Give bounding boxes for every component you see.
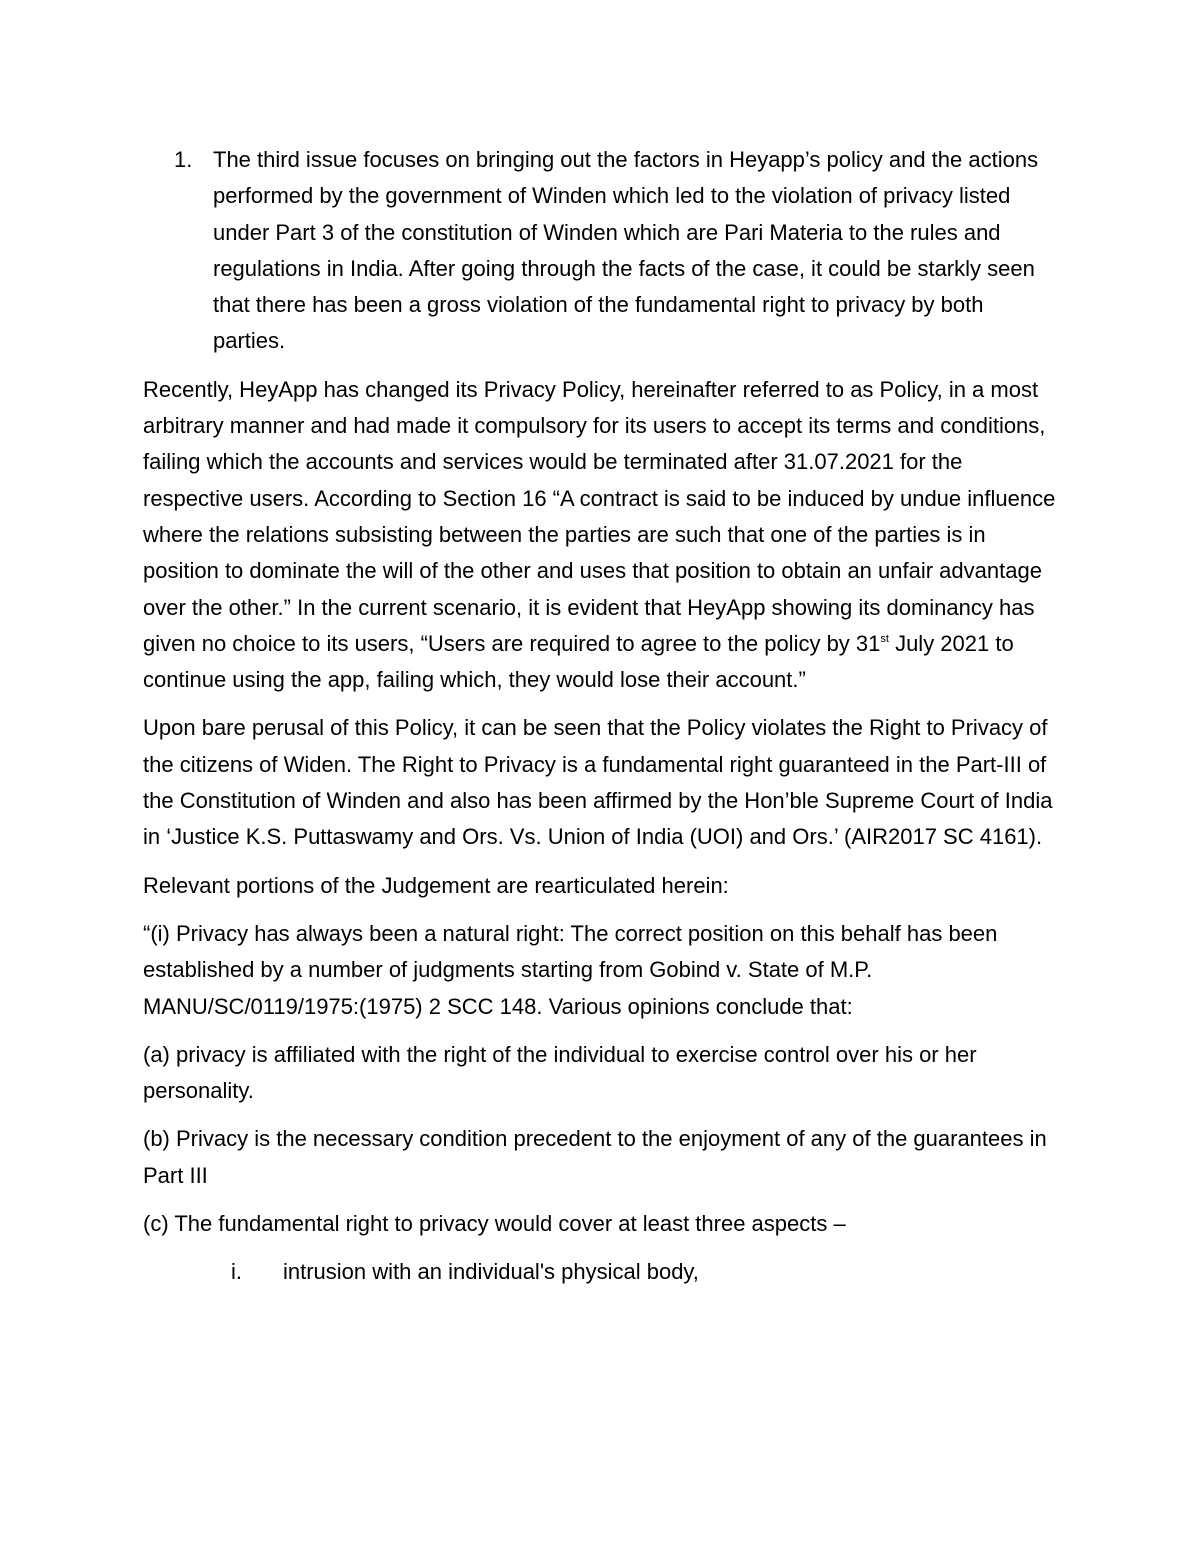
list-item-text: The third issue focuses on bringing out the factors in Heyapp’s policy and the actions performed by the government of Winden which led to the violation of privacy listed under Part 3 of the constitution of Winden which are Pari Materia to the rules and regulations in India. After going through the facts of the case, it could be starkly seen that there has been a gross violation of the fundamental right to privacy by both parties. — [213, 147, 1039, 354]
ordinal-superscript: st — [880, 632, 889, 645]
paragraph-policy-perusal: Upon bare perusal of this Policy, it can be seen that the Policy violates the Right to Privacy of the citizens of Widen. The Right to Privacy is a fundamental right guaranteed in the Part-III of the Constitution of Winden and also has been affirmed by the Hon’ble Supreme Court of India in ‘Justice K.S. Puttaswamy and Ors. Vs. Union of India (UOI) and Ors.’ (AIR2017 SC 4161). — [143, 715, 1053, 850]
document-body — [143, 142, 1058, 1291]
paragraph-natural-right: “(i) Privacy has always been a natural right: The correct position on this behalf has been established by a number of judgments starting from Gobind v. State of M.P. MANU/SC/0119/1975:(1975) 2 SCC 148. Various opinions conclude that: — [143, 920, 998, 1019]
paragraph-point-b: (b) Privacy is the necessary condition precedent to the enjoyment of any of the guarantees in Part III — [143, 1126, 1047, 1188]
numbered-item-1 — [143, 142, 1058, 360]
paragraph-text-continued: July 2021 to continue using the app, failing which, they would lose their account.” — [143, 630, 1014, 693]
paragraph-text: Recently, HeyApp has changed its Privacy Policy, hereinafter referred to as Policy, in a most arbitrary manner and had made it compulsory for its users to accept its terms and conditions, failing which the accounts and services would be terminated after 31.07.2021 for the respective users. According to Section 16 “A contract is said to be induced by undue influence where the relations subsisting between the parties are such that one of the parties is in position to dominate the will of the other and uses that position to obtain an unfair advantage over the other.” In the current scenario, it is evident that HeyApp showing its dominancy has given no choice to its users, “Users are required to agree to the policy by 31 — [143, 376, 1056, 656]
roman-list-item-text: intrusion with an individual's physical body, — [283, 1259, 699, 1285]
paragraph-judgement-intro: Relevant portions of the Judgement are rearticulated herein: — [143, 872, 729, 898]
roman-list-number: i. — [231, 1259, 242, 1285]
paragraph-point-c: (c) The fundamental right to privacy would cover at least three aspects – — [143, 1211, 846, 1237]
list-number: 1. — [174, 147, 193, 172]
roman-list-item-i — [143, 1254, 1058, 1290]
paragraph-point-a: (a) privacy is affiliated with the right of the individual to exercise control over his or her personality. — [143, 1041, 977, 1104]
paragraph-recent-policy-change — [143, 372, 1058, 699]
